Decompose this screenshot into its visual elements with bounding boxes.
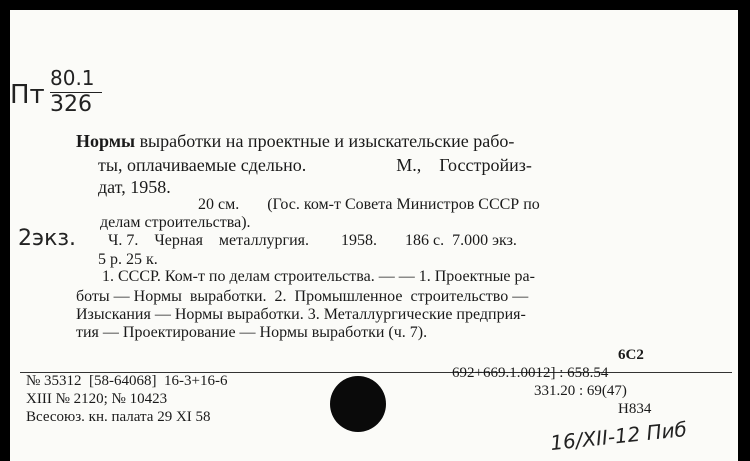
author-mark: Н834 [618,401,652,417]
udc-line-2: 331.20 : 69(47) [534,383,627,399]
entry-title: выработки на проектные и изыскательские рабо- [135,131,515,151]
call-number-prefix: Пт [10,80,45,110]
handwritten-date: 16/XII-12 Пиб [549,416,688,456]
entry-line-2: ты, оплачиваемые сдельно. М., Госстройиз- [98,155,532,175]
punch-hole [330,376,386,432]
entry-line-8: 1. СССР. Ком-т по делам строительства. — — 1. Проектные ра- [102,268,535,285]
registry-line-3: Всесоюз. кн. палата 29 XI 58 [26,409,211,425]
entry-line-10: Изыскания — Нормы выработки. 3. Металлургические предприя- [76,306,526,323]
entry-line-7: 5 р. 25 к. [98,251,158,268]
entry-line-1 [76,132,514,150]
classification-code: 6С2 [618,347,644,363]
call-number-top: 80.1 [50,66,95,90]
call-number-bottom: 326 [50,92,92,117]
entry-line-9: боты — Нормы выработки. 2. Промышленное строительство — [76,288,529,305]
entry-line-11: тия — Проектирование — Нормы выработки (ч. 7). [76,324,428,341]
copies-note: 2экз. [18,226,77,251]
entry-line-6: Ч. 7. Черная металлургия. 1958. 186 с. 7.000 экз. [108,232,517,249]
udc-line-1: 692+669.1.0012] : 658.54 [452,365,609,381]
registry-line-1: № 35312 [58-64068] 16-3+16-6 [26,373,228,389]
entry-line-3: дат, 1958. [98,177,171,197]
catalog-card [10,10,738,461]
entry-line-4: 20 см. (Гос. ком-т Совета Министров СССР по [198,196,540,213]
entry-line-5: делам строительства). [100,214,251,231]
entry-heading: Нормы [76,131,136,151]
registry-line-2: XIII № 2120; № 10423 [26,391,168,407]
call-number [10,66,120,122]
